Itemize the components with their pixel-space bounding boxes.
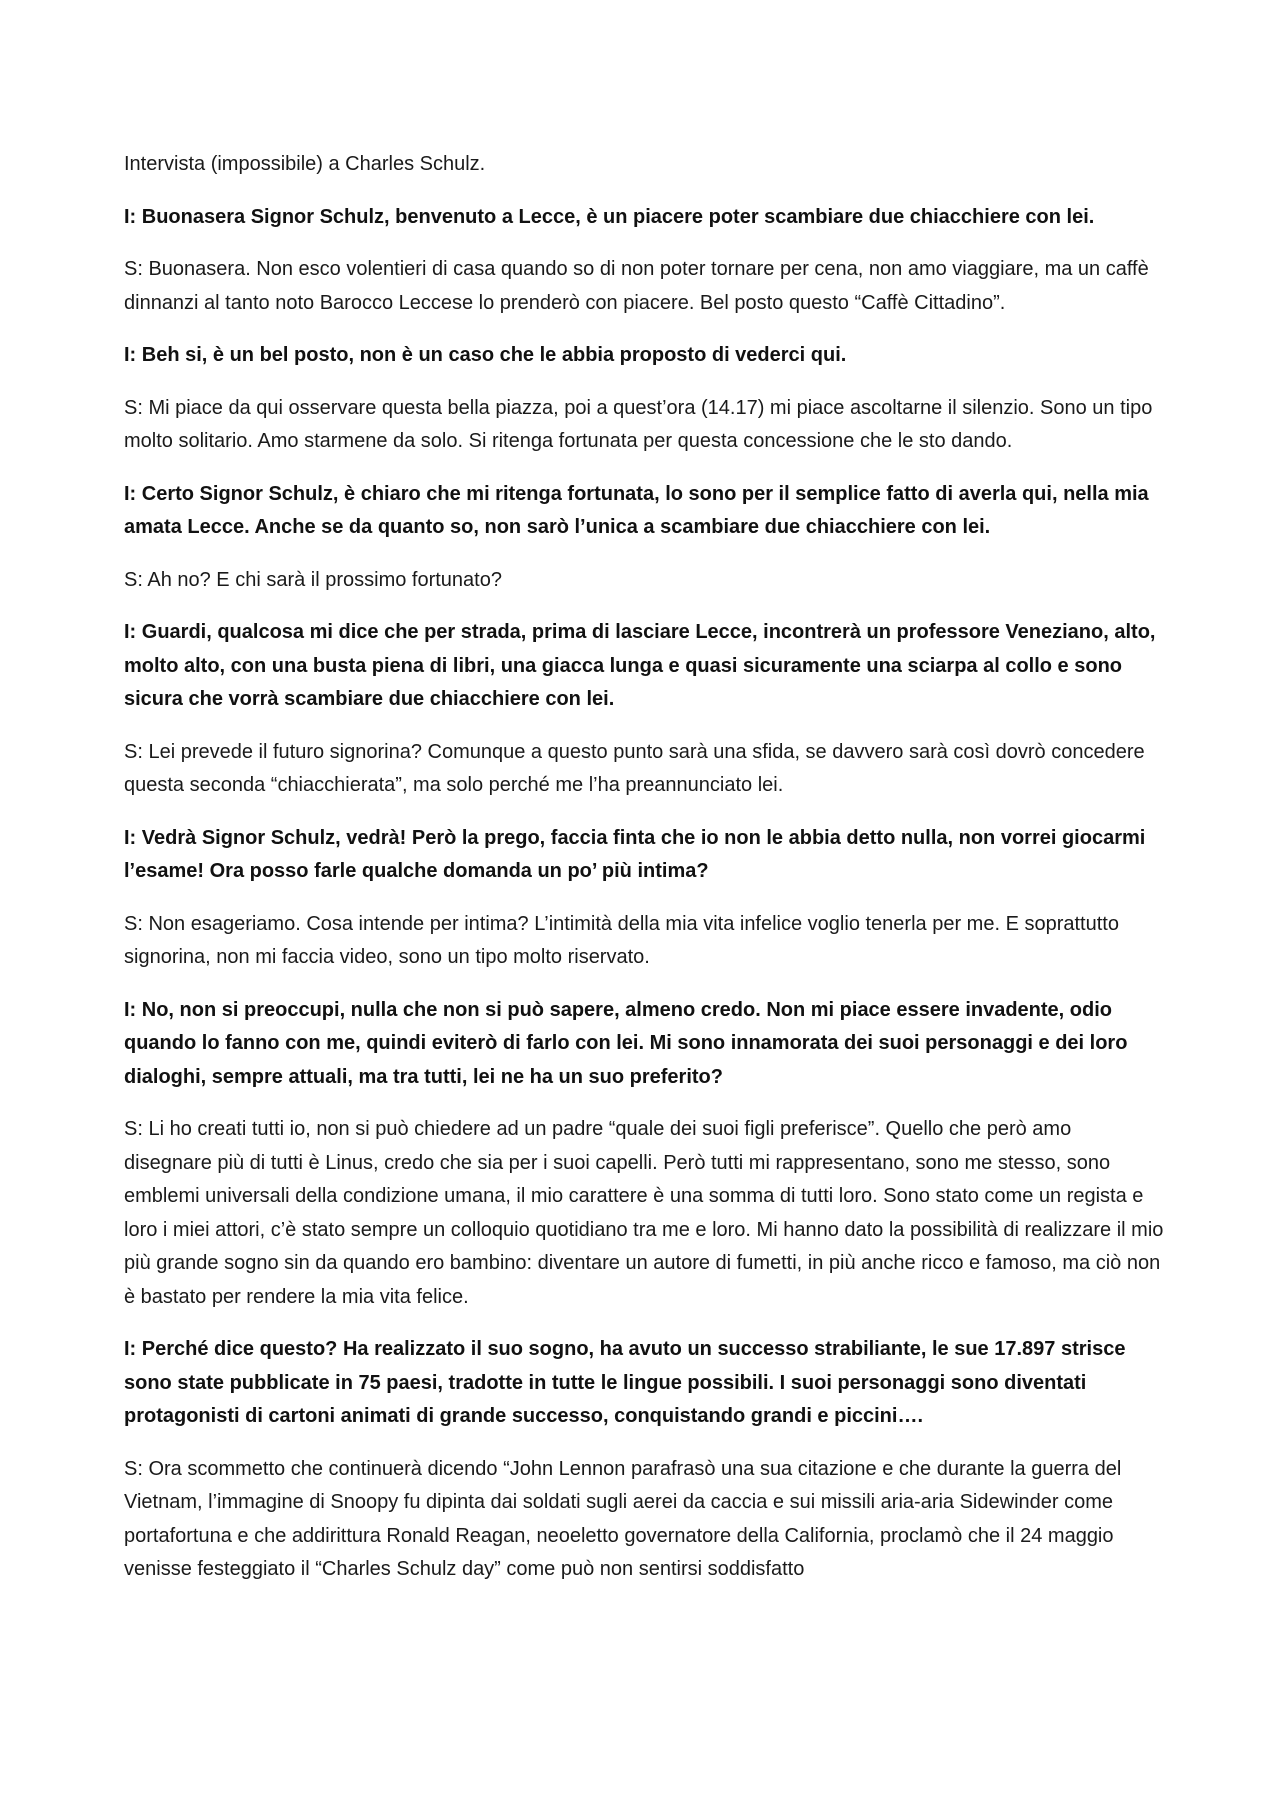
paragraph-schulz: S: Mi piace da qui osservare questa bella piazza, poi a quest’ora (14.17) mi piace ascoltarne il silenzio. Sono un tipo molto solitario. Amo starmene da solo. Si ritenga fortunata per questa concessione che le sto dando. bbox=[124, 396, 1153, 452]
paragraph-schulz: S: Li ho creati tutti io, non si può chiedere ad un padre “quale dei suoi figli preferisce”. Quello che però amo disegnare più di tutti è Linus, credo che sia per i suoi capelli. Però tutti mi rappresentano, sono me stesso, sono emblemi universali della condizione umana, il mio carattere è una somma di tutti loro. Sono stato come un regista e loro i miei attori, c’è stato sempre un colloquio quotidiano tra me e loro. Mi hanno dato la possibilità di realizzare il mio più grande sogno sin da quando ero bambino: diventare un autore di fumetti, in più anche ricco e famoso, ma ciò non è bastato per rendere la mia vita felice. bbox=[124, 1118, 1164, 1308]
paragraph-schulz: S: Lei prevede il futuro signorina? Comunque a questo punto sarà una sfida, se davvero sarà così dovrò concedere questa seconda “chiacchierata”, ma solo perché me l’ha preannunciato lei. bbox=[124, 740, 1145, 796]
paragraph-schulz: S: Buonasera. Non esco volentieri di casa quando so di non poter tornare per cena, non amo viaggiare, ma un caffè dinnanzi al tanto noto Barocco Leccese lo prenderò con piacere. Bel posto questo “Caffè Cittadino”. bbox=[124, 258, 1149, 314]
paragraph-interviewer: I: Perché dice questo? Ha realizzato il suo sogno, ha avuto un successo strabiliante, le sue 17.897 strisce sono state pubblicate in 75 paesi, tradotte in tutte le lingue possibili. I suoi personaggi sono diventati protagonisti di cartoni animati di grande successo, conquistando grandi e piccini…. bbox=[124, 1338, 1126, 1427]
paragraph-interviewer: I: Buonasera Signor Schulz, benvenuto a Lecce, è un piacere poter scambiare due chiacchiere con lei. bbox=[124, 205, 1095, 228]
paragraph-schulz: S: Ora scommetto che continuerà dicendo “John Lennon parafrasò una sua citazione e che durante la guerra del Vietnam, l’immagine di Snoopy fu dipinta dai soldati sugli aerei da caccia e sui missili aria-aria Sidewinder come portafortuna e che addirittura Ronald Reagan, neoeletto governatore della California, proclamò che il 24 maggio venisse festeggiato il “Charles Schulz day” come può non sentirsi soddisfatto bbox=[124, 1457, 1122, 1580]
paragraph-interviewer: I: No, non si preoccupi, nulla che non si può sapere, almeno credo. Non mi piace essere invadente, odio quando lo fanno con me, quindi eviterò di farlo con lei. Mi sono innamorata dei suoi personaggi e dei loro dialoghi, sempre attuali, ma tra tutti, lei ne ha un suo preferito? bbox=[124, 998, 1128, 1088]
paragraph-interviewer: I: Guardi, qualcosa mi dice che per strada, prima di lasciare Lecce, incontrerà un professore Veneziano, alto, molto alto, con una busta piena di libri, una giacca lunga e quasi sicuramente una sciarpa al collo e sono sicura che vorrà scambiare due chiacchiere con lei. bbox=[124, 621, 1156, 710]
paragraph-schulz: S: Non esageriamo. Cosa intende per intima? L’intimità della mia vita infelice voglio tenerla per me. E soprattutto signorina, non mi faccia video, sono un tipo molto riservato. bbox=[124, 912, 1119, 968]
paragraph-schulz: S: Ah no? E chi sarà il prossimo fortunato? bbox=[124, 568, 502, 591]
paragraph-interviewer: I: Certo Signor Schulz, è chiaro che mi ritenga fortunata, lo sono per il semplice fatto di averla qui, nella mia amata Lecce. Anche se da quanto so, non sarò l’unica a scambiare due chiacchiere con lei. bbox=[124, 482, 1149, 538]
document-page bbox=[124, 148, 1164, 1606]
document-title: Intervista (impossibile) a Charles Schulz. bbox=[124, 153, 486, 175]
paragraph-interviewer: I: Vedrà Signor Schulz, vedrà! Però la prego, faccia finta che io non le abbia detto nulla, non vorrei giocarmi l’esame! Ora posso farle qualche domanda un po’ più intima? bbox=[124, 826, 1146, 882]
paragraph-interviewer: I: Beh si, è un bel posto, non è un caso che le abbia proposto di vederci qui. bbox=[124, 344, 847, 366]
